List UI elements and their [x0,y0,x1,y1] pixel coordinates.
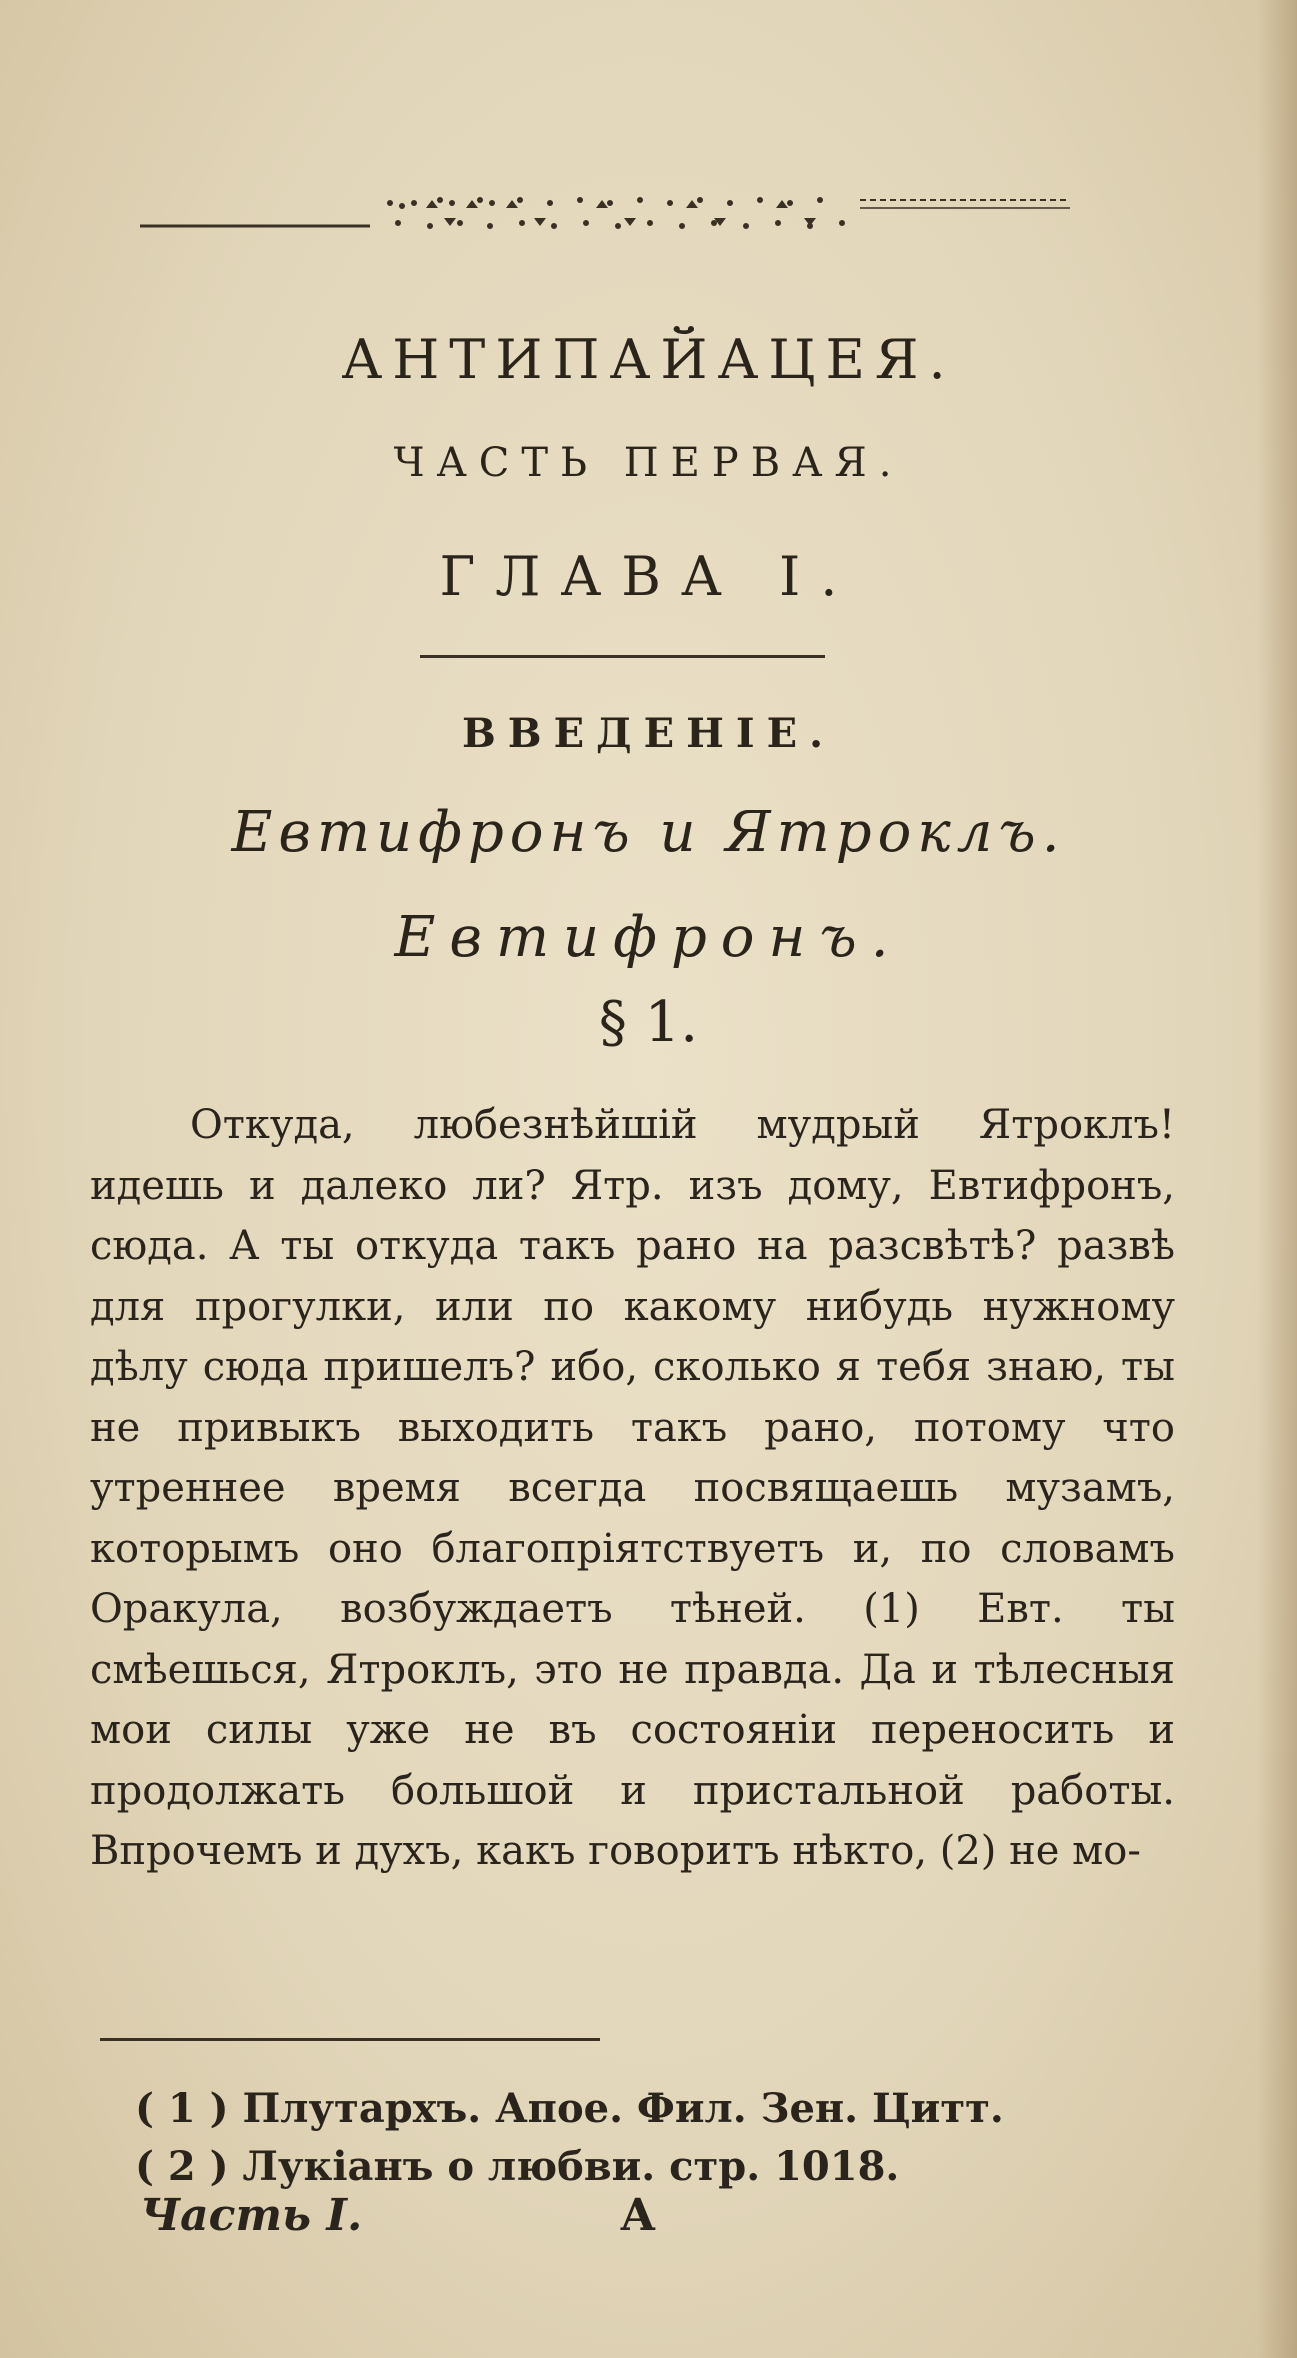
intro-heading: ВВЕДЕНIЕ. [461,710,836,757]
footnote-1: ( 1 ) Плутархъ. Апое. Фил. Зен. Цитт. [135,2085,1004,2132]
body-paragraph: Откуда, любезнѣйшій мудрый Ятроклъ! идешь и далеко ли? Ятр. изъ дому, Евтифронъ, сюда. А ты откуда такъ рано на разсвѣтѣ? развѣ для прогулки, или по какому нибудь нужному дѣлу сюда пришелъ? ибо, сколько я тебя знаю, ты не привыкъ выходить такъ рано, потому что утреннее время всегда посвящаешь музамъ, которымъ оно благопріятствуетъ и, по словамъ Оракула, возбуждаетъ тѣней. (1) Евт. ты смѣешься, Ятроклъ, это не правда. Да и тѣлесныя мои силы уже не въ состояніи переносить и продолжать большой и пристальной работы. Впрочемъ и духъ, какъ говоритъ нѣкто, (2) не мо- [90,1102,1175,1874]
signature-letter: А [620,2190,656,2241]
chapter-heading: ГЛАВА I. [439,545,858,608]
heading-rule [420,655,825,658]
dialogue-title: Евтифронъ и Ятроклъ. [231,800,1066,865]
speaker-name: Евтифронъ. [394,905,903,970]
part-heading: ЧАСТЬ ПЕРВАЯ. [393,440,904,486]
footnote-rule [100,2038,600,2041]
footnote-2: ( 2 ) Лукіанъ о любви. стр. 1018. [135,2143,900,2190]
book-title: АНТИПАЙАЦЕЯ. [341,328,956,391]
section-number: § 1. [598,990,699,1055]
signature-part-label: Часть I. [140,2190,363,2241]
footnotes [135,2080,1035,2196]
ornament-divider [140,178,1080,248]
